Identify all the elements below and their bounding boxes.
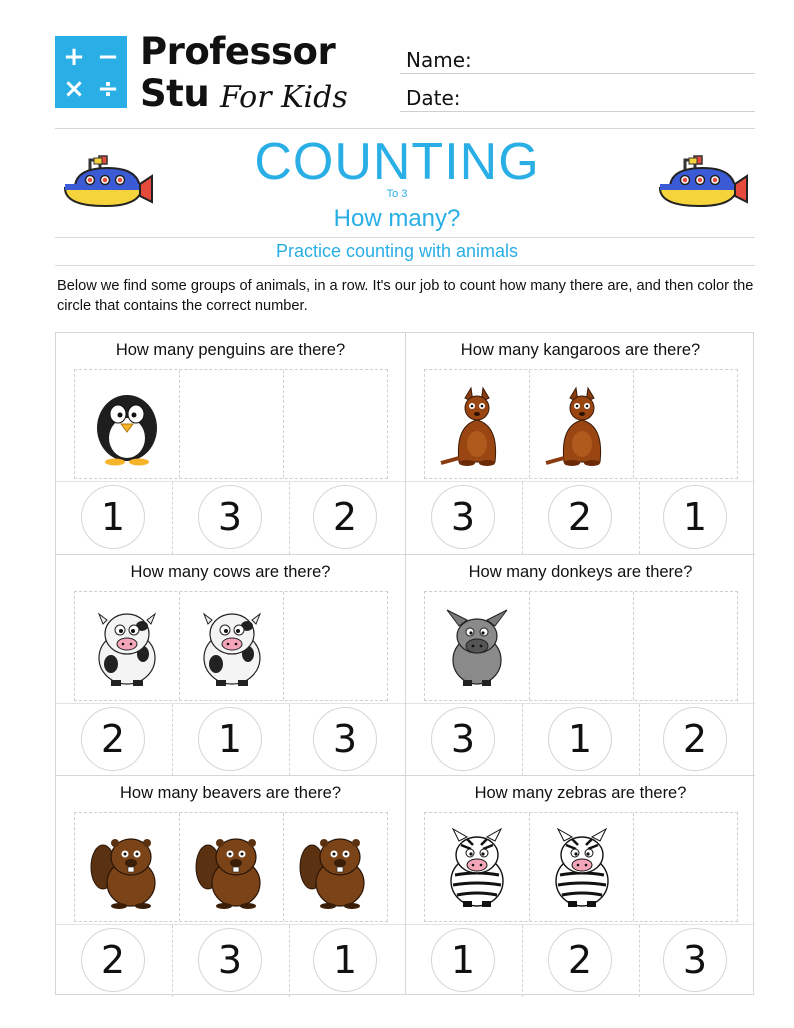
- date-line[interactable]: [400, 111, 755, 112]
- animal-box: [179, 370, 284, 478]
- date-label: Date:: [406, 86, 461, 110]
- answer-circle[interactable]: 3: [663, 928, 727, 992]
- exercise-row: [56, 333, 755, 554]
- answer-circle[interactable]: 2: [313, 485, 377, 549]
- answer-circle[interactable]: 1: [431, 928, 495, 992]
- zebra-icon: [542, 827, 622, 909]
- exercise-panel: [56, 776, 405, 997]
- answer-cell: [172, 704, 290, 776]
- answer-cell: [638, 925, 754, 997]
- animal-boxes: [74, 369, 388, 479]
- kangaroo-icon: [437, 384, 517, 466]
- exercise-row: [56, 775, 755, 997]
- subtitle-divider: [55, 237, 755, 238]
- answer-options: [56, 924, 405, 997]
- animal-box: [283, 370, 388, 478]
- answer-cell: [56, 925, 172, 997]
- answer-circle[interactable]: 2: [81, 707, 145, 771]
- name-line[interactable]: [400, 73, 755, 74]
- animal-box: [75, 370, 179, 478]
- animal-box: [75, 813, 179, 921]
- header-divider: [55, 128, 755, 129]
- animal-box: [529, 592, 634, 700]
- answer-options: [406, 481, 755, 554]
- exercise-grid: [55, 332, 754, 995]
- range-label: To 3: [386, 188, 408, 200]
- page-tagline: Practice counting with animals: [275, 241, 519, 261]
- beaver-icon: [296, 827, 376, 909]
- animal-box: [425, 813, 529, 921]
- page-subtitle: How many?: [333, 205, 461, 232]
- animal-boxes: [424, 591, 738, 701]
- page-title: COUNTING: [254, 133, 540, 191]
- answer-circle[interactable]: 1: [81, 485, 145, 549]
- answer-circle[interactable]: 1: [548, 707, 612, 771]
- animal-box: [529, 813, 634, 921]
- donkey-icon: [437, 606, 517, 688]
- answer-circle[interactable]: 2: [548, 485, 612, 549]
- answer-cell: [406, 482, 522, 554]
- answer-cell: [172, 925, 290, 997]
- beaver-icon: [192, 827, 272, 909]
- cow-icon: [87, 606, 167, 688]
- answer-cell: [288, 482, 404, 554]
- answer-cell: [522, 925, 640, 997]
- answer-cell: [406, 704, 522, 776]
- zebra-icon: [437, 827, 517, 909]
- exercise-panel: [56, 555, 405, 776]
- brand-name-line2: Stu: [140, 72, 210, 115]
- answer-cell: [406, 925, 522, 997]
- answer-options: [56, 481, 405, 554]
- answer-cell: [288, 925, 404, 997]
- answer-circle[interactable]: 1: [198, 707, 262, 771]
- question-text: How many cows are there?: [130, 563, 331, 581]
- answer-cell: [172, 482, 290, 554]
- animal-box: [179, 592, 284, 700]
- exercise-panel: [406, 555, 755, 776]
- minus-icon: −: [97, 42, 119, 72]
- answer-circle[interactable]: 1: [313, 928, 377, 992]
- answer-circle[interactable]: 3: [198, 485, 262, 549]
- answer-cell: [638, 704, 754, 776]
- answer-options: [406, 703, 755, 776]
- answer-circle[interactable]: 3: [431, 707, 495, 771]
- question-text: How many zebras are there?: [474, 784, 687, 802]
- animal-box: [425, 370, 529, 478]
- beaver-icon: [87, 827, 167, 909]
- brand-name-line1: Professor: [140, 30, 336, 73]
- animal-box: [75, 592, 179, 700]
- animal-box: [633, 813, 738, 921]
- question-text: How many penguins are there?: [115, 341, 346, 359]
- exercise-panel: [56, 333, 405, 554]
- answer-cell: [638, 482, 754, 554]
- answer-circle[interactable]: 2: [548, 928, 612, 992]
- exercise-panel: [406, 776, 755, 997]
- plus-icon: +: [63, 42, 85, 72]
- animal-box: [633, 370, 738, 478]
- answer-options: [406, 924, 755, 997]
- cow-icon: [192, 606, 272, 688]
- animal-box: [633, 592, 738, 700]
- animal-boxes: [74, 812, 388, 922]
- animal-box: [283, 813, 388, 921]
- tagline-divider: [55, 265, 755, 266]
- answer-cell: [522, 704, 640, 776]
- answer-circle[interactable]: 1: [663, 485, 727, 549]
- answer-circle[interactable]: 2: [81, 928, 145, 992]
- divide-icon: ÷: [97, 74, 119, 104]
- answer-circle[interactable]: 3: [313, 707, 377, 771]
- animal-boxes: [74, 591, 388, 701]
- question-text: How many kangaroos are there?: [460, 341, 701, 359]
- name-label: Name:: [406, 48, 472, 72]
- answer-cell: [56, 482, 172, 554]
- answer-circle[interactable]: 3: [198, 928, 262, 992]
- answer-cell: [56, 704, 172, 776]
- exercise-row: [56, 554, 755, 776]
- answer-circle[interactable]: 2: [663, 707, 727, 771]
- question-text: How many beavers are there?: [119, 784, 342, 802]
- answer-options: [56, 703, 405, 776]
- animal-boxes: [424, 369, 738, 479]
- answer-cell: [522, 482, 640, 554]
- animal-box: [529, 370, 634, 478]
- question-text: How many donkeys are there?: [468, 563, 693, 581]
- exercise-panel: [406, 333, 755, 554]
- times-icon: ×: [63, 74, 85, 104]
- brand-tagline: For Kids: [220, 80, 348, 115]
- penguin-icon: [87, 384, 167, 466]
- animal-boxes: [424, 812, 738, 922]
- instructions-text: Below we find some groups of animals, in a row. It's our job to count how many there are, and then color the circle that contains the correct number.: [57, 278, 754, 314]
- logo-icon: [55, 36, 127, 108]
- kangaroo-icon: [542, 384, 622, 466]
- animal-box: [179, 813, 284, 921]
- answer-circle[interactable]: 3: [431, 485, 495, 549]
- animal-box: [425, 592, 529, 700]
- answer-cell: [288, 704, 404, 776]
- animal-box: [283, 592, 388, 700]
